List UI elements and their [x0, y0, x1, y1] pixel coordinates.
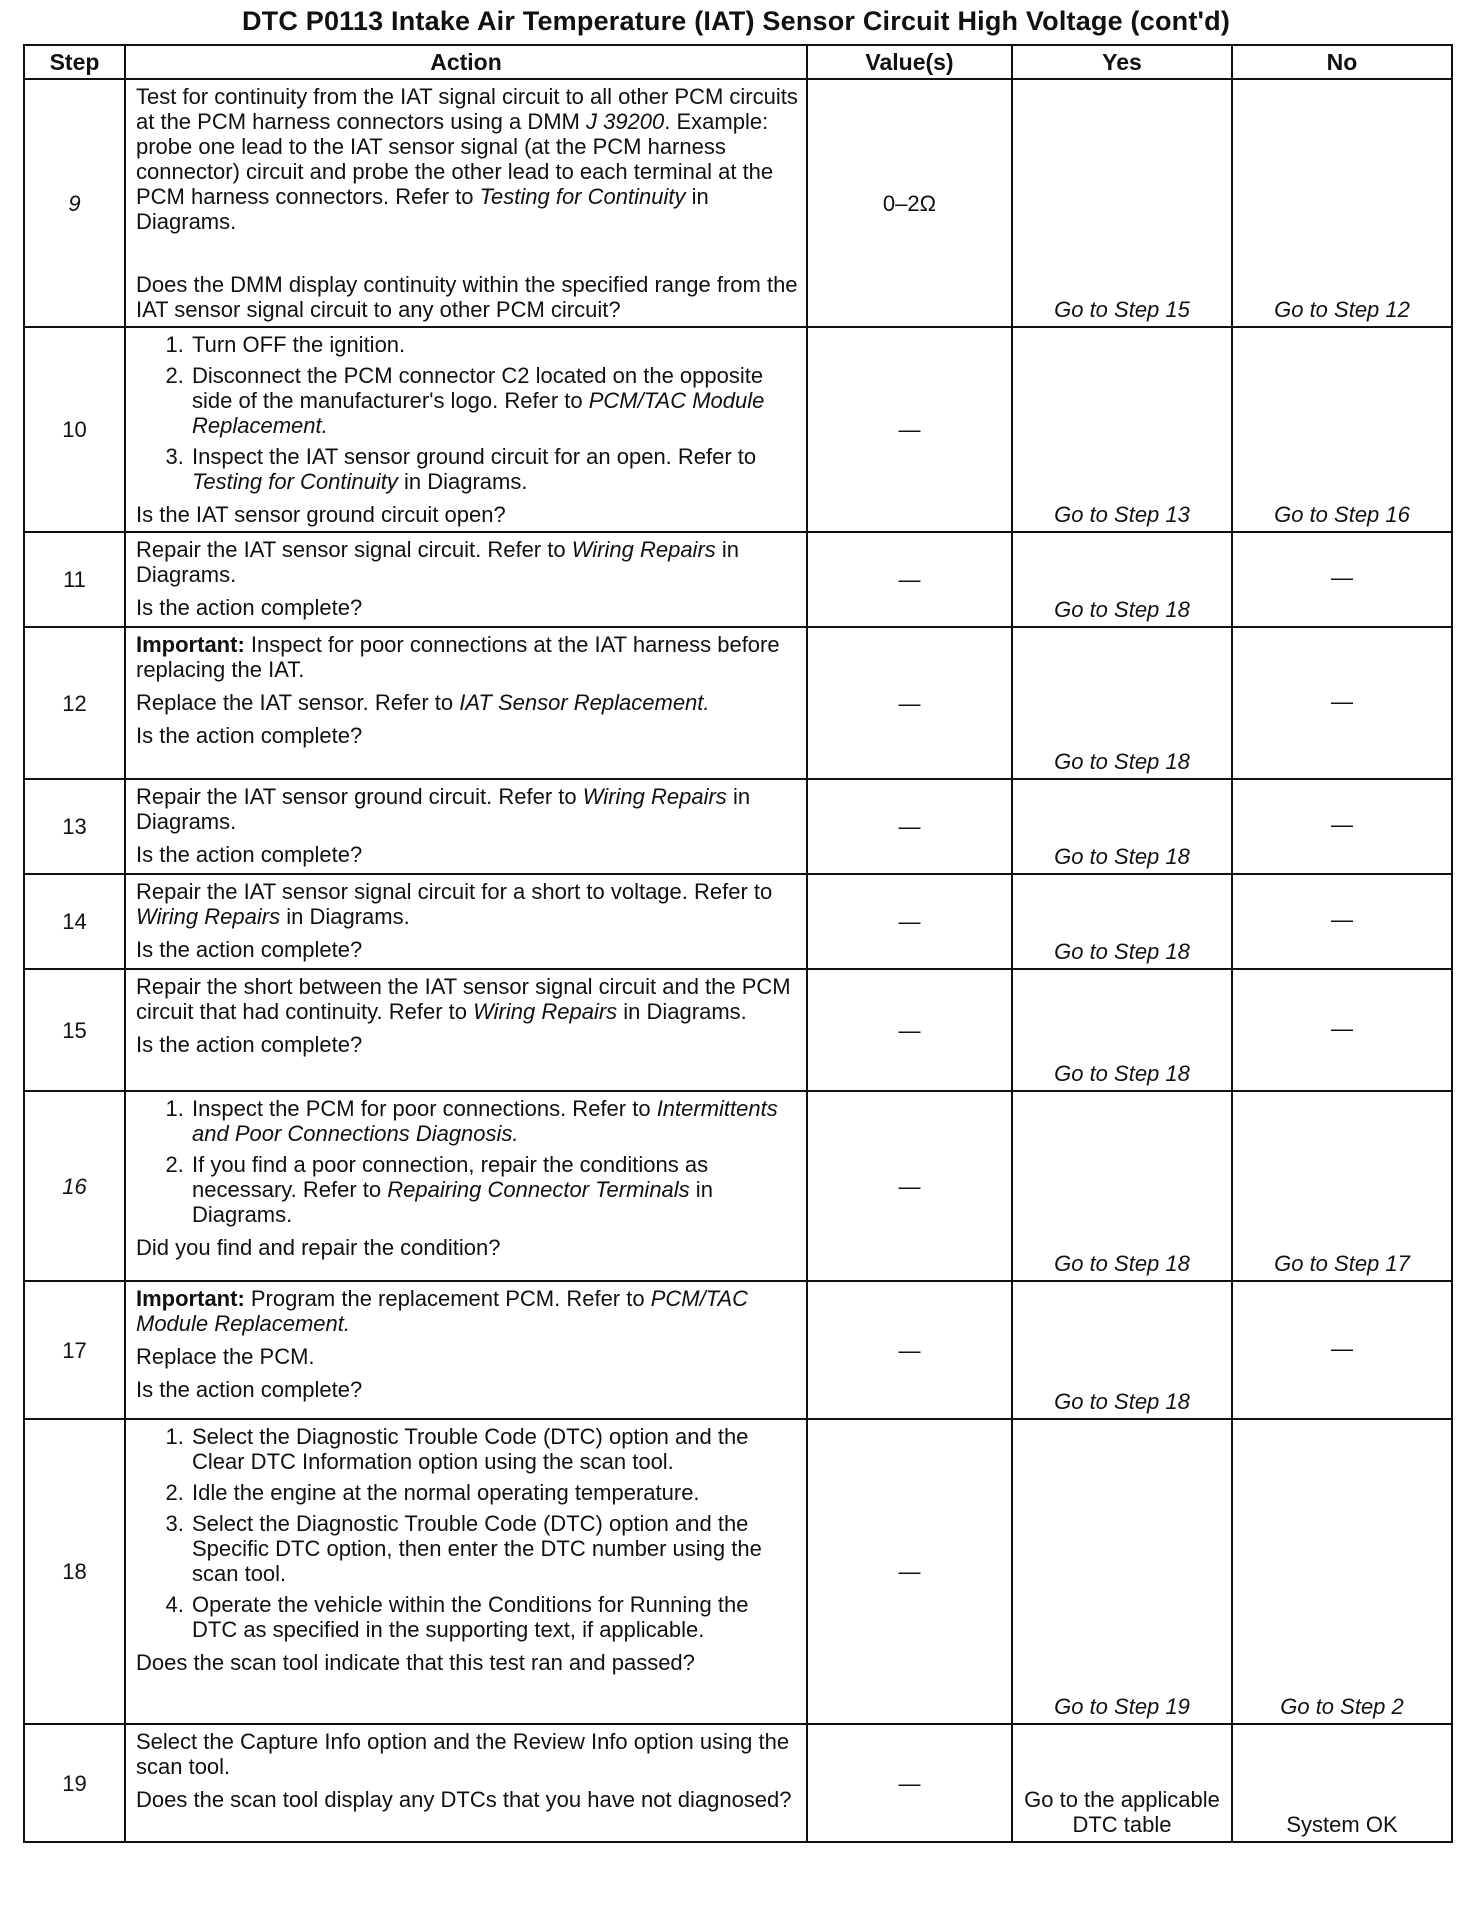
- action-question: Is the action complete?: [136, 842, 363, 867]
- step-number: 9: [24, 79, 125, 327]
- step-header: Step: [24, 45, 125, 79]
- step-number: 18: [24, 1419, 125, 1724]
- action-list: [136, 1096, 798, 1227]
- action-cell: [125, 1419, 807, 1724]
- table-header-row: [24, 45, 1452, 79]
- yes-cell: Go to the applicable DTC table: [1012, 1724, 1232, 1842]
- no-cell: System OK: [1232, 1724, 1452, 1842]
- list-item: 3. Inspect the IAT sensor ground circuit for an open. Refer to Testing for Continuity in Diagrams.: [190, 444, 798, 494]
- action-question: Did you find and repair the condition?: [136, 1235, 501, 1260]
- values-header: Value(s): [807, 45, 1012, 79]
- step-number: 11: [24, 532, 125, 627]
- action-cell: [125, 779, 807, 874]
- list-item: 2. Disconnect the PCM connector C2 located on the opposite side of the manufacturer's logo. Refer to PCM/TAC Module Replacement.: [190, 363, 798, 438]
- yes-cell: Go to Step 18: [1012, 779, 1232, 874]
- value-cell: —: [807, 1091, 1012, 1281]
- important-note: Important: Program the replacement PCM. Refer to PCM/TAC Module Replacement.: [136, 1286, 749, 1336]
- value-cell: 0–2Ω: [807, 79, 1012, 327]
- action-question: Is the action complete?: [136, 1032, 363, 1057]
- value-cell: —: [807, 969, 1012, 1091]
- no-cell: —: [1232, 1281, 1452, 1419]
- action-cell: [125, 969, 807, 1091]
- step-number: 15: [24, 969, 125, 1091]
- action-cell: [125, 874, 807, 969]
- value-cell: —: [807, 1281, 1012, 1419]
- table-row: [24, 627, 1452, 779]
- yes-cell: Go to Step 19: [1012, 1419, 1232, 1724]
- yes-cell: Go to Step 13: [1012, 327, 1232, 532]
- step-number: 17: [24, 1281, 125, 1419]
- step-number: 19: [24, 1724, 125, 1842]
- list-item: 2. Idle the engine at the normal operating temperature.: [190, 1480, 798, 1505]
- table-row: [24, 1281, 1452, 1419]
- action-cell: [125, 532, 807, 627]
- table-row: [24, 874, 1452, 969]
- step-number: 12: [24, 627, 125, 779]
- table-row: [24, 1091, 1452, 1281]
- action-text: Repair the short between the IAT sensor signal circuit and the PCM circuit that had continuity. Refer to Wiring Repairs in Diagrams.: [136, 974, 791, 1024]
- list-item: 1. Select the Diagnostic Trouble Code (DTC) option and the Clear DTC Information option using the scan tool.: [190, 1424, 798, 1474]
- value-cell: —: [807, 874, 1012, 969]
- action-text: Repair the IAT sensor signal circuit. Refer to Wiring Repairs in Diagrams.: [136, 537, 740, 587]
- action-list: [136, 332, 798, 494]
- step-number: 14: [24, 874, 125, 969]
- action-cell: [125, 327, 807, 532]
- action-cell: [125, 1281, 807, 1419]
- yes-cell: Go to Step 18: [1012, 1091, 1232, 1281]
- no-header: No: [1232, 45, 1452, 79]
- action-text: Repair the IAT sensor signal circuit for a short to voltage. Refer to Wiring Repairs in Diagrams.: [136, 879, 773, 929]
- action-question: Does the DMM display continuity within the specified range from the IAT sensor signal circuit to any other PCM circuit?: [136, 272, 798, 322]
- action-list: [136, 1424, 798, 1642]
- value-cell: —: [807, 627, 1012, 779]
- table-row: [24, 327, 1452, 532]
- action-text: Replace the PCM.: [136, 1344, 315, 1369]
- value-cell: —: [807, 1724, 1012, 1842]
- step-number: 13: [24, 779, 125, 874]
- value-cell: —: [807, 779, 1012, 874]
- action-cell: [125, 627, 807, 779]
- no-cell: Go to Step 2: [1232, 1419, 1452, 1724]
- action-question: Does the scan tool indicate that this test ran and passed?: [136, 1650, 695, 1675]
- action-question: Is the action complete?: [136, 595, 363, 620]
- yes-header: Yes: [1012, 45, 1232, 79]
- diagnostic-table: [23, 44, 1453, 1843]
- no-cell: —: [1232, 779, 1452, 874]
- yes-cell: Go to Step 18: [1012, 874, 1232, 969]
- table-row: [24, 1724, 1452, 1842]
- action-header: Action: [125, 45, 807, 79]
- no-cell: Go to Step 17: [1232, 1091, 1452, 1281]
- no-cell: Go to Step 12: [1232, 79, 1452, 327]
- no-cell: —: [1232, 532, 1452, 627]
- value-cell: —: [807, 327, 1012, 532]
- no-cell: —: [1232, 874, 1452, 969]
- list-item: 3. Select the Diagnostic Trouble Code (DTC) option and the Specific DTC option, then enter the DTC number using the scan tool.: [190, 1511, 798, 1586]
- list-item: 1. Turn OFF the ignition.: [190, 332, 798, 357]
- yes-cell: Go to Step 15: [1012, 79, 1232, 327]
- value-cell: —: [807, 1419, 1012, 1724]
- table-row: [24, 1419, 1452, 1724]
- action-text: Repair the IAT sensor ground circuit. Refer to Wiring Repairs in Diagrams.: [136, 784, 751, 834]
- yes-cell: Go to Step 18: [1012, 532, 1232, 627]
- action-question: Is the action complete?: [136, 1377, 363, 1402]
- table-row: [24, 779, 1452, 874]
- action-cell: [125, 1091, 807, 1281]
- action-text: Replace the IAT sensor. Refer to IAT Sensor Replacement.: [136, 690, 710, 715]
- list-item: 4. Operate the vehicle within the Conditions for Running the DTC as specified in the supporting text, if applicable.: [190, 1592, 798, 1642]
- table-row: [24, 969, 1452, 1091]
- no-cell: Go to Step 16: [1232, 327, 1452, 532]
- action-question: Does the scan tool display any DTCs that you have not diagnosed?: [136, 1787, 792, 1812]
- action-question: Is the IAT sensor ground circuit open?: [136, 502, 506, 527]
- action-question: Is the action complete?: [136, 723, 363, 748]
- action-question: Is the action complete?: [136, 937, 363, 962]
- table-row: [24, 79, 1452, 327]
- list-item: 1. Inspect the PCM for poor connections. Refer to Intermittents and Poor Connections Diagnosis.: [190, 1096, 798, 1146]
- step-number: 16: [24, 1091, 125, 1281]
- yes-cell: Go to Step 18: [1012, 627, 1232, 779]
- no-cell: —: [1232, 969, 1452, 1091]
- action-text: Test for continuity from the IAT signal circuit to all other PCM circuits at the PCM harness connectors using a DMM J 39200. Example: probe one lead to the IAT sensor signal (at the PCM harness connector) circuit and probe the other lead to each terminal at the PCM harness connectors. Refer to Testing for Continuity in Diagrams.: [136, 84, 798, 234]
- important-note: Important: Inspect for poor connections at the IAT harness before replacing the IAT.: [136, 632, 780, 682]
- page-title: DTC P0113 Intake Air Temperature (IAT) Sensor Circuit High Voltage (cont'd): [241, 6, 1231, 36]
- action-cell: [125, 1724, 807, 1842]
- value-cell: —: [807, 532, 1012, 627]
- table-row: [24, 532, 1452, 627]
- yes-cell: Go to Step 18: [1012, 969, 1232, 1091]
- no-cell: —: [1232, 627, 1452, 779]
- action-cell: [125, 79, 807, 327]
- step-number: 10: [24, 327, 125, 532]
- yes-cell: Go to Step 18: [1012, 1281, 1232, 1419]
- list-item: 2. If you find a poor connection, repair the conditions as necessary. Refer to Repairing Connector Terminals in Diagrams.: [190, 1152, 798, 1227]
- action-text: Select the Capture Info option and the Review Info option using the scan tool.: [136, 1729, 790, 1779]
